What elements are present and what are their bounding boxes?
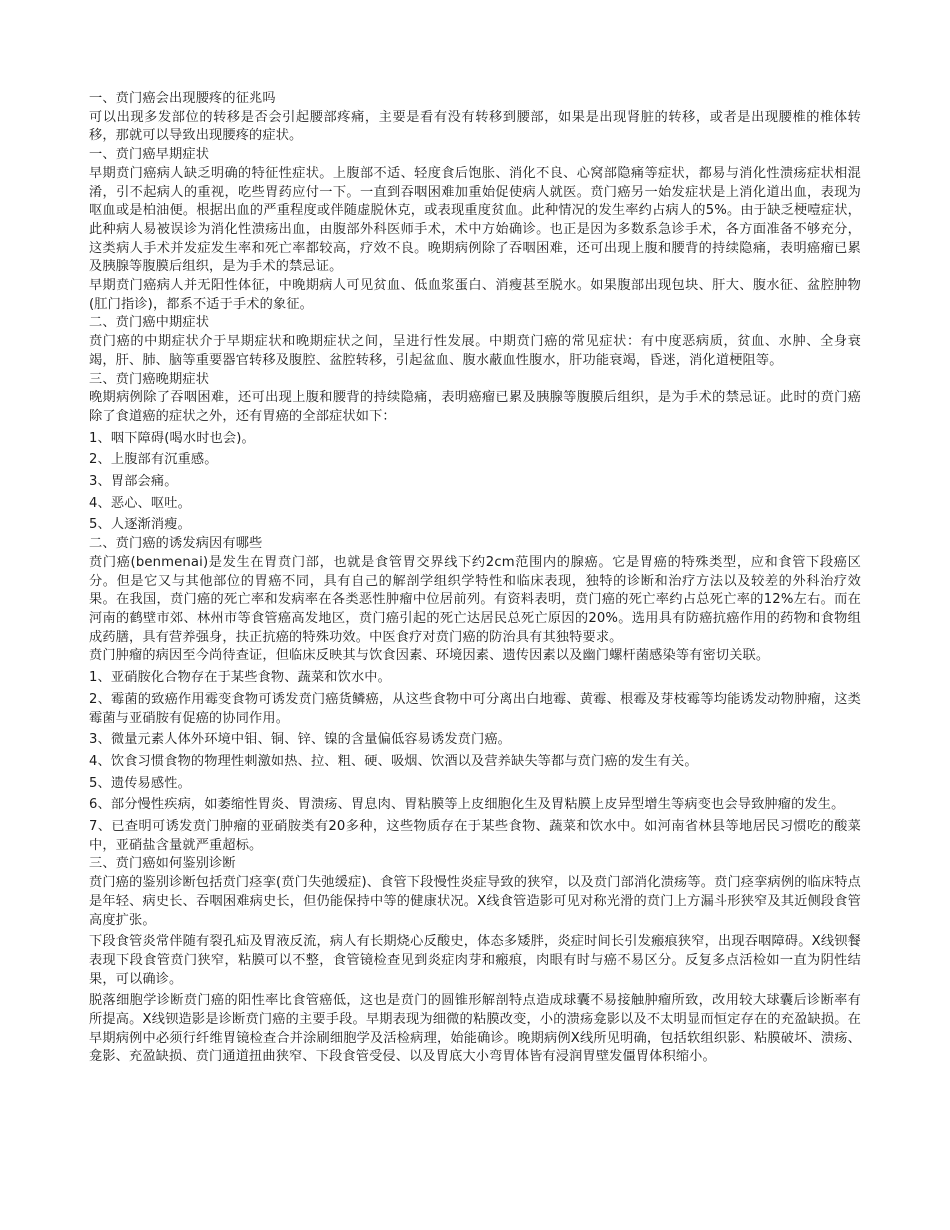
paragraph: 下段食管炎常伴随有裂孔疝及胃液反流，病人有长期烧心反酸史，体态多矮胖，炎症时间长引发瘢痕狭窄，出现吞咽障碍。X线钡餐表现下段食管贲门狭窄，粘膜可以不整，食管镜检查见到炎症肉芽和瘢痕，肉眼有时与癌不易区分。反复多点活检如一直为阴性结果，可以确诊。 xyxy=(89,934,861,987)
list-item: 4、恶心、呕吐。 xyxy=(89,495,191,511)
list-item: 1、咽下障碍(喝水时也会)。 xyxy=(89,430,255,446)
list-item: 2、上腹部有沉重感。 xyxy=(89,452,218,468)
list-item: 3、胃部会痛。 xyxy=(89,474,178,490)
section-heading: 三、贲门癌如何鉴别诊断 xyxy=(89,856,236,872)
section-heading: 一、贲门癌早期症状 xyxy=(89,147,210,163)
list-item: 1、亚硝胺化合物存在于某些食物、蔬菜和饮水中。 xyxy=(89,670,391,686)
section-heading: 二、贲门癌中期症状 xyxy=(89,315,210,331)
section-heading: 二、贲门癌的诱发病因有哪些 xyxy=(89,536,263,552)
list-item: 5、人逐渐消瘦。 xyxy=(89,517,191,533)
list-item: 5、遗传易感性。 xyxy=(89,775,191,791)
paragraph: 脱落细胞学诊断贲门癌的阳性率比食管癌低，这也是贲门的圆锥形解剖特点造成球囊不易接触肿瘤所致，改用较大球囊后诊断率有所提高。X线钡造影是诊断贲门癌的主要手段。早期表现为细微的粘膜改变，小的溃疡龛影以及不太明显而恒定存在的充盈缺损。在早期病例中必须行纤维胃镜检查合并涂刷细胞学及活检病理，始能确诊。晚期病例X线所见明确，包括软组织影、粘膜破坏、溃疡、龛影、充盈缺损、贲门通道扭曲狭窄、下段食管受侵、以及胃底大小弯胃体皆有浸润胃壁发僵胃体积缩小。 xyxy=(89,993,861,1065)
paragraph: 早期贲门癌病人并无阳性体征，中晚期病人可见贫血、低血浆蛋白、消瘦甚至脱水。如果腹部出现包块、肝大、腹水征、盆腔肿物(肛门指诊)，都系不适于手术的象征。 xyxy=(89,278,861,312)
paragraph: 贲门癌(benmenai)是发生在胃贲门部，也就是食管胃交界线下约2cm范围内的腺癌。它是胃癌的特殊类型，应和食管下段癌区分。但是它又与其他部位的胃癌不同，具有自己的解剖学组织学特性和临床表现，独特的诊断和治疗方法以及较差的外科治疗效果。在我国，贲门癌的死亡率和发病率在各类恶性肿瘤中位居前列。有资料表明，贲门癌的死亡率约占总死亡率的12%左右。而在河南的鹤壁市郊、林州市等食管癌高发地区，贲门癌引起的死亡达居民总死亡原因的20%。选用具有防癌抗癌作用的药物和食物组成药膳，具有营养强身，扶正抗癌的特殊功效。中医食疗对贲门癌的防治具有其独特要求。 xyxy=(89,554,861,645)
list-item: 7、已查明可诱发贲门肿瘤的亚硝胺类有20多种，这些物质存在于某些食物、蔬菜和饮水中。如河南省林县等地居民习惯吃的酸菜中，亚硝盐含量就严重超标。 xyxy=(89,819,861,853)
paragraph: 可以出现多发部位的转移是否会引起腰部疼痛，主要是看有没有转移到腰部，如果是出现肾脏的转移，或者是出现腰椎的椎体转移，那就可以导致出现腰疼的症状。 xyxy=(89,109,861,144)
paragraph: 晚期病例除了吞咽困难，还可出现上腹和腰背的持续隐痛，表明癌瘤已累及胰腺等腹膜后组织，是为手术的禁忌证。此时的贲门癌除了食道癌的症状之外，还有胃癌的全部症状如下： xyxy=(89,390,861,424)
list-item: 6、部分慢性疾病，如萎缩性胃炎、胃溃疡、胃息肉、胃粘膜等上皮细胞化生及胃粘膜上皮异型增生等病变也会导致肿瘤的发生。 xyxy=(89,797,845,813)
section-heading: 三、贲门癌晚期症状 xyxy=(89,371,210,387)
paragraph: 贲门癌的鉴别诊断包括贲门痉挛(贲门失弛缓症)、食管下段慢性炎症导致的狭窄，以及贲门部消化溃疡等。贲门痉挛病例的临床特点是年轻、病史长、吞咽困难病史长，但仍能保持中等的健康状况。X线食管造影可见对称光滑的贲门上方漏斗形狭窄及其近侧段食管高度扩张。 xyxy=(89,875,861,928)
list-item: 3、微量元素人体外环境中钼、铜、锌、镍的含量偏低容易诱发贲门癌。 xyxy=(89,732,511,748)
paragraph: 早期贲门癌病人缺乏明确的特征性症状。上腹部不适、轻度食后饱胀、消化不良、心窝部隐痛等症状，都易与消化性溃疡症状相混淆，引不起病人的重视，吃些胃药应付一下。一直到吞咽困难加重始促使病人就医。贲门癌另一始发症状是上消化道出血，表现为呕血或是柏油便。根据出血的严重程度或伴随虚脱休克，或表现重度贫血。此种情况的发生率约占病人的5%。由于缺乏梗噎症状，此种病人易被误诊为消化性溃疡出血，由腹部外科医师手术，术中方始确诊。也正是因为多数系急诊手术，各方面准备不够充分，这类病人手术并发症发生率和死亡率都较高，疗效不良。晚期病例除了吞咽困难，还可出现上腹和腰背的持续隐痛，表明癌瘤已累及胰腺等腹膜后组织，是为手术的禁忌证。 xyxy=(89,165,861,275)
paragraph: 贲门癌的中期症状介于早期症状和晚期症状之间，呈进行性发展。中期贲门癌的常见症状：有中度恶病质，贫血、水肿、全身衰竭，肝、肺、脑等重要器官转移及腹腔、盆腔转移，引起盆血、腹水蔽血性腹水，肝功能衰竭，昏迷，消化道梗阻等。 xyxy=(89,334,861,368)
paragraph: 贲门肿瘤的病因至今尚待查证，但临床反映其与饮食因素、环境因素、遗传因素以及幽门螺杆菌感染等有密切关联。 xyxy=(89,648,770,664)
list-item: 4、饮食习惯食物的物理性刺激如热、拉、粗、硬、吸烟、饮酒以及营养缺失等都与贲门癌的发生有关。 xyxy=(89,753,698,769)
document-body xyxy=(89,90,861,1067)
section-heading: 一、贲门癌会出现腰疼的征兆吗 xyxy=(89,91,276,106)
list-item: 2、霉菌的致癌作用霉变食物可诱发贲门癌货鳞癌，从这些食物中可分离出白地霉、黄霉、根霉及芽枝霉等均能诱发动物肿瘤，这类霉菌与亚硝胺有促癌的协同作用。 xyxy=(89,691,861,726)
